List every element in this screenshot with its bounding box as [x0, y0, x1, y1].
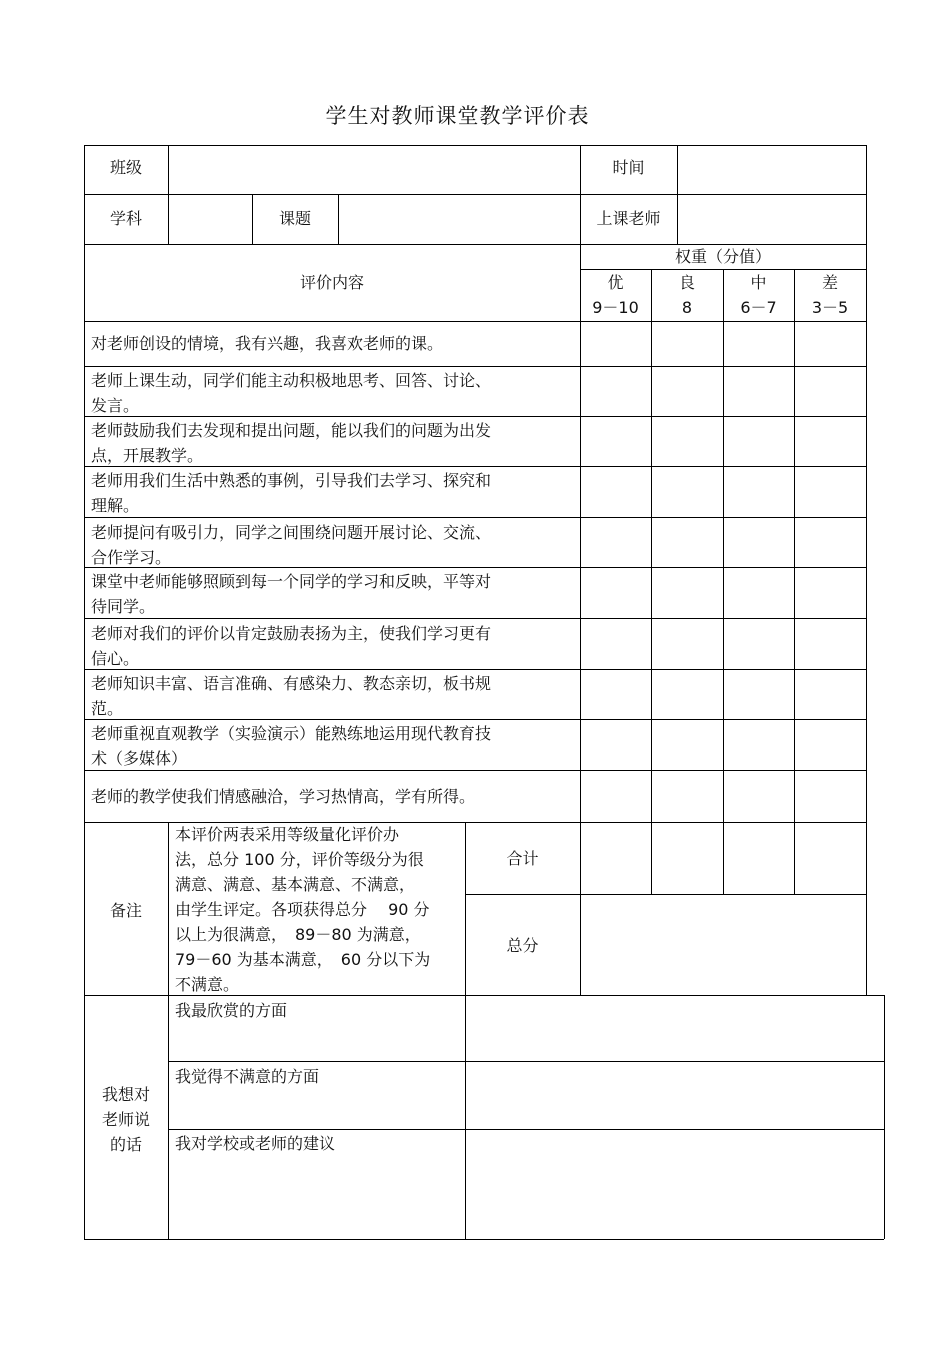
table-hline: [84, 416, 866, 417]
eval-item-6-line-1: 课堂中老师能够照顾到每一个同学的学习和反映，平等对: [91, 572, 492, 591]
remarks-line-1: 本评价两表采用等级量化评价办: [175, 825, 400, 844]
table-hline: [84, 567, 866, 568]
eval-item-8-line-2: 范。: [91, 699, 124, 718]
table-vline: [168, 145, 169, 244]
table-hline: [84, 145, 866, 146]
feedback-item-appreciate: 我最欣赏的方面: [175, 1001, 288, 1020]
table-vline: [84, 145, 85, 1239]
level-range-fair: 6－7: [740, 298, 777, 317]
table-vline: [651, 269, 652, 894]
level-range-excellent: 9－10: [592, 298, 639, 317]
eval-item-9-line-1: 老师重视直观教学（实验演示）能熟练地运用现代教育技: [91, 724, 492, 743]
table-hline: [84, 1239, 884, 1240]
eval-item-7-line-2: 信心。: [91, 649, 140, 668]
subject-label: 学科: [109, 209, 142, 228]
level-range-good: 8: [681, 298, 693, 317]
page-title: 学生对教师课堂教学评价表: [325, 104, 590, 128]
level-name-poor: 差: [821, 273, 838, 292]
remarks-line-3: 满意、满意、基本满意、不满意，: [175, 875, 416, 894]
feedback-item-dissatisfied: 我觉得不满意的方面: [175, 1067, 320, 1086]
table-vline: [866, 145, 867, 995]
remarks-line-2: 法，总分 100 分，评价等级分为很: [175, 850, 424, 869]
table-vline: [723, 269, 724, 894]
eval-item-3-line-1: 老师鼓励我们去发现和提出问题，能以我们的问题为出发: [91, 421, 492, 440]
level-name-good: 良: [678, 273, 695, 292]
eval-item-1: 对老师创设的情境，我有兴趣，我喜欢老师的课。: [91, 334, 444, 353]
eval-item-5-line-1: 老师提问有吸引力，同学之间围绕问题开展讨论、交流、: [91, 523, 492, 542]
table-hline: [84, 618, 866, 619]
table-hline: [168, 1061, 884, 1062]
table-vline: [168, 822, 169, 1239]
feedback-label-line-2: 老师说: [101, 1110, 150, 1129]
remarks-line-4: 由学生评定。各项获得总分 90 分: [175, 900, 430, 919]
table-vline: [884, 995, 885, 1239]
total-label: 总分: [506, 936, 539, 955]
table-hline: [168, 1129, 884, 1130]
class-label: 班级: [109, 158, 142, 177]
table-hline: [84, 321, 866, 322]
table-hline: [465, 894, 866, 895]
table-hline: [84, 366, 866, 367]
subtotal-label: 合计: [506, 849, 539, 868]
time-label: 时间: [612, 158, 645, 177]
eval-item-10: 老师的教学使我们情感融洽，学习热情高，学有所得。: [91, 787, 476, 806]
level-range-poor: 3－5: [811, 298, 849, 317]
teacher-label: 上课老师: [596, 209, 661, 228]
weight-label: 权重（分值）: [674, 247, 771, 266]
feedback-item-suggestion: 我对学校或老师的建议: [175, 1134, 336, 1153]
table-hline: [84, 770, 866, 771]
table-vline: [465, 822, 466, 1239]
eval-item-2-line-2: 发言。: [91, 396, 140, 415]
eval-item-6-line-2: 待同学。: [91, 597, 156, 616]
table-hline: [84, 719, 866, 720]
eval-item-3-line-2: 点，开展教学。: [91, 446, 204, 465]
table-vline: [677, 145, 678, 244]
feedback-label-line-3: 的话: [109, 1135, 142, 1154]
table-hline: [84, 669, 866, 670]
level-name-excellent: 优: [607, 273, 624, 292]
remarks-line-5: 以上为很满意， 89－80 为满意，: [175, 925, 421, 944]
table-hline: [84, 194, 866, 195]
remarks-line-7: 不满意。: [175, 975, 240, 994]
table-vline: [338, 194, 339, 244]
eval-item-9-line-2: 术（多媒体）: [91, 749, 188, 768]
eval-item-4-line-1: 老师用我们生活中熟悉的事例，引导我们去学习、探究和: [91, 471, 492, 490]
eval-item-7-line-1: 老师对我们的评价以肯定鼓励表扬为主，使我们学习更有: [91, 624, 492, 643]
remarks-line-6: 79－60 为基本满意， 60 分以下为: [175, 950, 431, 969]
eval-item-5-line-2: 合作学习。: [91, 548, 172, 567]
feedback-label-line-1: 我想对: [101, 1085, 150, 1104]
eval-item-2-line-1: 老师上课生动，同学们能主动积极地思考、回答、讨论、: [91, 371, 492, 390]
table-hline: [84, 517, 866, 518]
level-name-fair: 中: [750, 273, 767, 292]
content-label: 评价内容: [299, 273, 364, 292]
remarks-label: 备注: [109, 901, 142, 920]
eval-item-4-line-2: 理解。: [91, 496, 140, 515]
eval-item-8-line-1: 老师知识丰富、语言准确、有感染力、教态亲切，板书规: [91, 674, 492, 693]
table-vline: [794, 269, 795, 894]
topic-label: 课题: [278, 209, 311, 228]
